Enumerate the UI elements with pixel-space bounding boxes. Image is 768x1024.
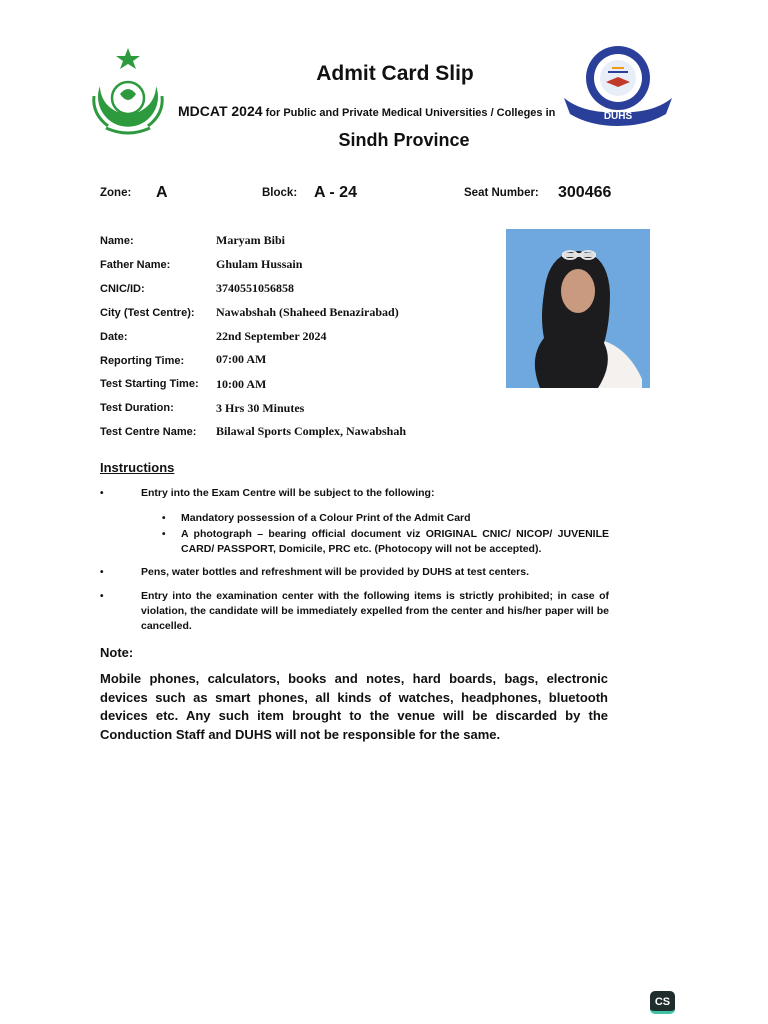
bullet-icon: • (162, 529, 166, 540)
detail-value-name: Maryam Bibi (216, 233, 285, 247)
block-label: Block: (262, 187, 298, 199)
exam-name: MDCAT 2024 (178, 103, 263, 119)
detail-value-date: 22nd September 2024 (216, 329, 327, 343)
detail-label-test-start: Test Starting Time: (100, 378, 199, 390)
detail-value-test-start: 10:00 AM (216, 377, 267, 391)
instruction-sub-item-2: A photograph – bearing official document viz ORIGINAL CNIC/ NICOP/ JUVENILE CARD/ PASSPORT, Domicile, PRC etc. (Photocopy will not be accepted). (181, 528, 609, 555)
zone-value: A (156, 184, 168, 201)
block-value: A - 24 (314, 184, 357, 201)
detail-value-father-name: Ghulam Hussain (216, 257, 303, 271)
bullet-icon: • (100, 591, 104, 602)
detail-label-name: Name: (100, 235, 134, 247)
instruction-item-3: Entry into the examination center with the following items is strictly prohibited; in case of violation, the candidate will be immediately expelled from the center and his/her paper will be cancelled. (141, 590, 609, 632)
exam-description: for Public and Private Medical Universities / Colleges in (262, 107, 556, 119)
sindh-government-seal-icon (88, 46, 168, 138)
detail-value-city: Nawabshah (Shaheed Benazirabad) (216, 305, 399, 319)
detail-label-date: Date: (100, 331, 128, 343)
detail-value-cnic: 3740551056858 (216, 281, 294, 295)
note-text: Mobile phones, calculators, books and notes, hard boards, bags, electronic devices such as smart phones, all kinds of watches, headphones, bluetooth devices etc. Any such item brought to the venue will be discarded by the Conduction Staff and DUHS will not be responsible for the same. (100, 671, 608, 742)
bullet-icon: • (162, 513, 166, 524)
camscanner-icon: CS (650, 991, 675, 1014)
detail-value-centre-name: Bilawal Sports Complex, Nawabshah (216, 424, 407, 438)
detail-value-reporting-time: 07:00 AM (216, 352, 267, 366)
instruction-item-2: Pens, water bottles and refreshment will be provided by DUHS at test centers. (141, 566, 530, 578)
province-heading: Sindh Province (338, 130, 470, 150)
exam-subtitle (178, 103, 555, 119)
instruction-sub-item-1: Mandatory possession of a Colour Print of the Admit Card (181, 512, 471, 524)
bullet-icon: • (100, 567, 104, 578)
instructions-heading: Instructions (100, 460, 175, 475)
page-title: Admit Card Slip (316, 62, 474, 85)
detail-label-city: City (Test Centre): (100, 307, 195, 319)
bullet-icon: • (100, 488, 104, 499)
detail-label-duration: Test Duration: (100, 402, 174, 414)
seat-number-label: Seat Number: (464, 187, 539, 199)
svg-text:DUHS: DUHS (603, 111, 633, 122)
note-heading: Note: (100, 645, 134, 660)
zone-label: Zone: (100, 187, 132, 199)
detail-label-reporting-time: Reporting Time: (100, 355, 185, 367)
detail-label-father-name: Father Name: (100, 259, 171, 271)
seat-number-value: 300466 (558, 184, 612, 201)
candidate-photo (506, 229, 650, 388)
detail-value-duration: 3 Hrs 30 Minutes (216, 401, 305, 415)
instruction-item-1: Entry into the Exam Centre will be subject to the following: (141, 487, 435, 499)
detail-label-cnic: CNIC/ID: (100, 283, 145, 295)
detail-label-centre-name: Test Centre Name: (100, 426, 197, 438)
